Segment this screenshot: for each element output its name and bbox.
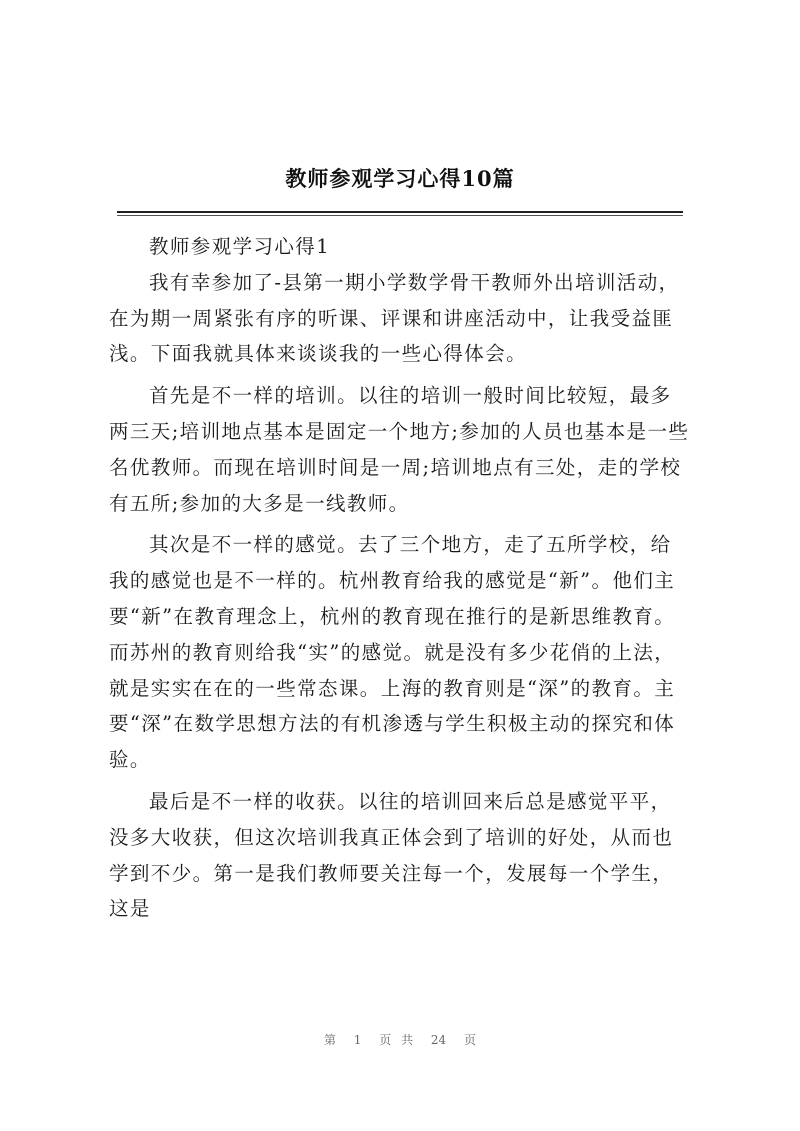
title-rule-thick: [117, 211, 683, 213]
paragraph-2: 首先是不一样的培训。以往的培训一般时间比较短，最多两三天;培训地点基本是固定一个地方;参加的人员也基本是一些名优教师。而现在培训时间是一周;培训地点有三处，走的学校有五所;参加的大多是一线教师。: [109, 384, 690, 515]
footer-page-number: 1: [353, 1033, 362, 1047]
footer-label-di: 第: [323, 1033, 336, 1047]
document-title: 教师参观学习心得10篇: [285, 166, 515, 191]
paragraph-1: 我有幸参加了-县第一期小学数学骨干教师外出培训活动，在为期一周紧张有序的听课、评课和讲座活动中，让我受益匪浅。下面我就具体来谈谈我的一些心得体会。: [109, 270, 680, 366]
paragraph-3: 其次是不一样的感觉。去了三个地方，走了五所学校，给我的感觉也是不一样的。杭州教育给我的感觉是“新”。他们主要“新”在教育理念上，杭州的教育现在推行的是新思维教育。而苏州的教育则给我“实”的感觉。就是没有多少花俏的上法，就是实实在在的一些常态课。上海的教育则是“深”的教育。主要“深”在数学思想方法的有机渗透与学生积极主动的探究和体验。: [109, 533, 676, 772]
document-body: [109, 229, 691, 927]
footer-label-ye-gong: 页 共: [379, 1033, 414, 1047]
section-heading: 教师参观学习心得1: [149, 235, 331, 258]
paragraph-4: 最后是不一样的收获。以往的培训回来后总是感觉平平，没多大收获，但这次培训我真正体会到了培训的好处，从而也学到不少。第一是我们教师要关注每一个，发展每一个学生，这是: [109, 789, 674, 921]
title-rule-thin: [117, 215, 683, 216]
page-footer: [0, 1031, 800, 1048]
footer-total-pages: 24: [430, 1033, 447, 1047]
footer-label-ye: 页: [464, 1033, 477, 1047]
